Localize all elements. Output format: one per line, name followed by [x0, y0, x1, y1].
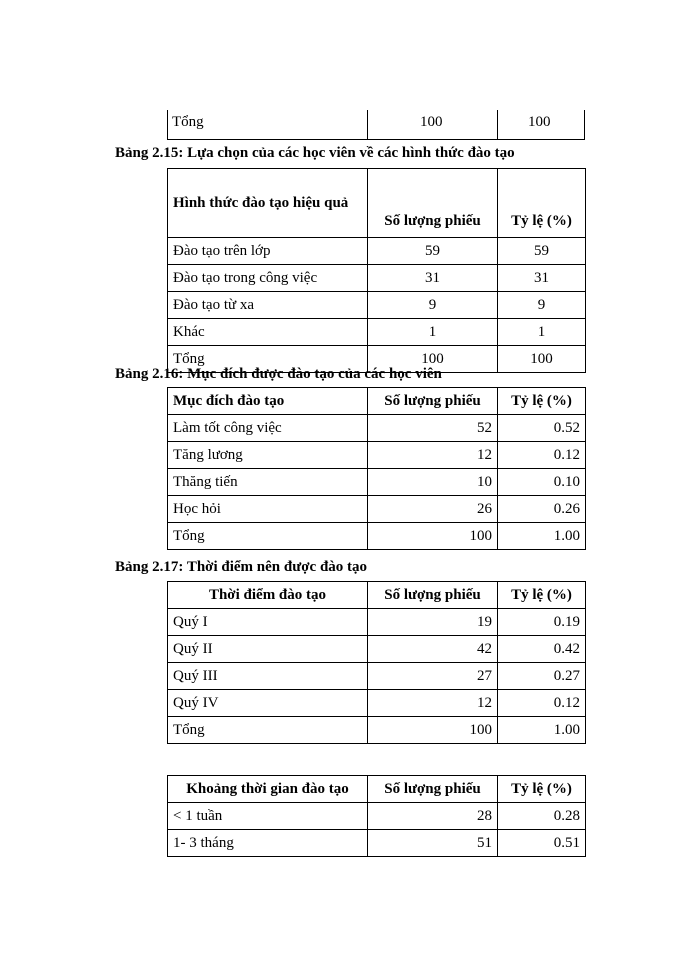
cell-percent: 0.28 [498, 803, 586, 830]
table-row [168, 609, 586, 636]
cell-percent: 0.42 [498, 636, 586, 663]
column-header: Hình thức đào tạo hiệu quả [168, 169, 368, 238]
table-row [168, 238, 586, 265]
column-header: Tỷ lệ (%) [498, 582, 586, 609]
column-header: Thời điểm đào tạo [168, 582, 368, 609]
table-row [168, 636, 586, 663]
cell-label: Tổng [168, 523, 368, 550]
column-header: Số lượng phiếu [368, 388, 498, 415]
cell-label: Quý I [168, 609, 368, 636]
cell-percent: 9 [498, 292, 586, 319]
table-row [168, 292, 586, 319]
cell-percent: 100 [498, 346, 586, 373]
cell-label: Quý IV [168, 690, 368, 717]
cell-percent: 0.19 [498, 609, 586, 636]
table-header-row [168, 776, 586, 803]
column-header: Tỷ lệ (%) [498, 169, 586, 238]
cell-percent: 0.10 [498, 469, 586, 496]
cell-count: 52 [368, 415, 498, 442]
column-header: Tỷ lệ (%) [498, 388, 586, 415]
cell-percent: 1.00 [498, 523, 586, 550]
table-row [168, 442, 586, 469]
cell-count: 27 [368, 663, 498, 690]
table-header-row [168, 169, 586, 238]
total-count: 100 [420, 114, 443, 130]
table-2-15 [167, 168, 586, 373]
cell-count: 12 [368, 690, 498, 717]
cell-count: 28 [368, 803, 498, 830]
table-header-row [168, 388, 586, 415]
cell-percent: 0.12 [498, 442, 586, 469]
cell-count: 9 [368, 292, 498, 319]
cell-label: Làm tốt công việc [168, 415, 368, 442]
table-2-16 [167, 387, 586, 550]
table-2-17 [167, 581, 586, 744]
cell-percent: 31 [498, 265, 586, 292]
cell-count: 19 [368, 609, 498, 636]
cell-percent: 0.52 [498, 415, 586, 442]
table-training-duration [167, 775, 586, 857]
previous-table-fragment [167, 110, 585, 140]
cell-label: Đào tạo trên lớp [168, 238, 368, 265]
cell-count: 42 [368, 636, 498, 663]
table-2-15-caption: Bảng 2.15: Lựa chọn của các học viên về các hình thức đào tạo [115, 145, 515, 161]
cell-count: 12 [368, 442, 498, 469]
column-header: Số lượng phiếu [368, 169, 498, 238]
cell-count: 100 [368, 523, 498, 550]
cell-percent: 59 [498, 238, 586, 265]
total-label: Tổng [172, 114, 204, 130]
cell-label: Khác [168, 319, 368, 346]
table-2-16-caption: Bảng 2.16: Mục đích được đào tạo của các học viên [115, 366, 442, 382]
cell-label: Tổng [168, 346, 368, 373]
cell-percent: 0.51 [498, 830, 586, 857]
cell-percent: 0.12 [498, 690, 586, 717]
cell-count: 1 [368, 319, 498, 346]
cell-count: 59 [368, 238, 498, 265]
cell-label: Quý III [168, 663, 368, 690]
cell-label: Thăng tiến [168, 469, 368, 496]
cell-count: 100 [368, 717, 498, 744]
column-header: Số lượng phiếu [368, 776, 498, 803]
table-row [168, 523, 586, 550]
table-row [168, 469, 586, 496]
cell-label: Học hỏi [168, 496, 368, 523]
table-header-row [168, 582, 586, 609]
column-header: Số lượng phiếu [368, 582, 498, 609]
cell-count: 31 [368, 265, 498, 292]
column-header: Mục đích đào tạo [168, 388, 368, 415]
table-row [168, 265, 586, 292]
cell-label: Tổng [168, 717, 368, 744]
table-row [168, 803, 586, 830]
column-header: Khoảng thời gian đào tạo [168, 776, 368, 803]
table-row [168, 415, 586, 442]
total-percent: 100 [528, 114, 551, 130]
cell-count: 51 [368, 830, 498, 857]
cell-label: Tăng lương [168, 442, 368, 469]
cell-count: 10 [368, 469, 498, 496]
cell-label: Quý II [168, 636, 368, 663]
table-row [168, 690, 586, 717]
table-row [168, 717, 586, 744]
table-2-17-caption: Bảng 2.17: Thời điểm nên được đào tạo [115, 559, 368, 575]
table-row [168, 663, 586, 690]
table-row [168, 319, 586, 346]
cell-percent: 1.00 [498, 717, 586, 744]
column-header: Tỷ lệ (%) [498, 776, 586, 803]
cell-count: 100 [368, 346, 498, 373]
table-row [168, 496, 586, 523]
table-row [168, 830, 586, 857]
cell-label: Đào tạo trong công việc [168, 265, 368, 292]
cell-percent: 0.27 [498, 663, 586, 690]
cell-percent: 1 [498, 319, 586, 346]
cell-percent: 0.26 [498, 496, 586, 523]
cell-label: < 1 tuần [168, 803, 368, 830]
cell-label: Đào tạo từ xa [168, 292, 368, 319]
cell-count: 26 [368, 496, 498, 523]
cell-label: 1- 3 tháng [168, 830, 368, 857]
